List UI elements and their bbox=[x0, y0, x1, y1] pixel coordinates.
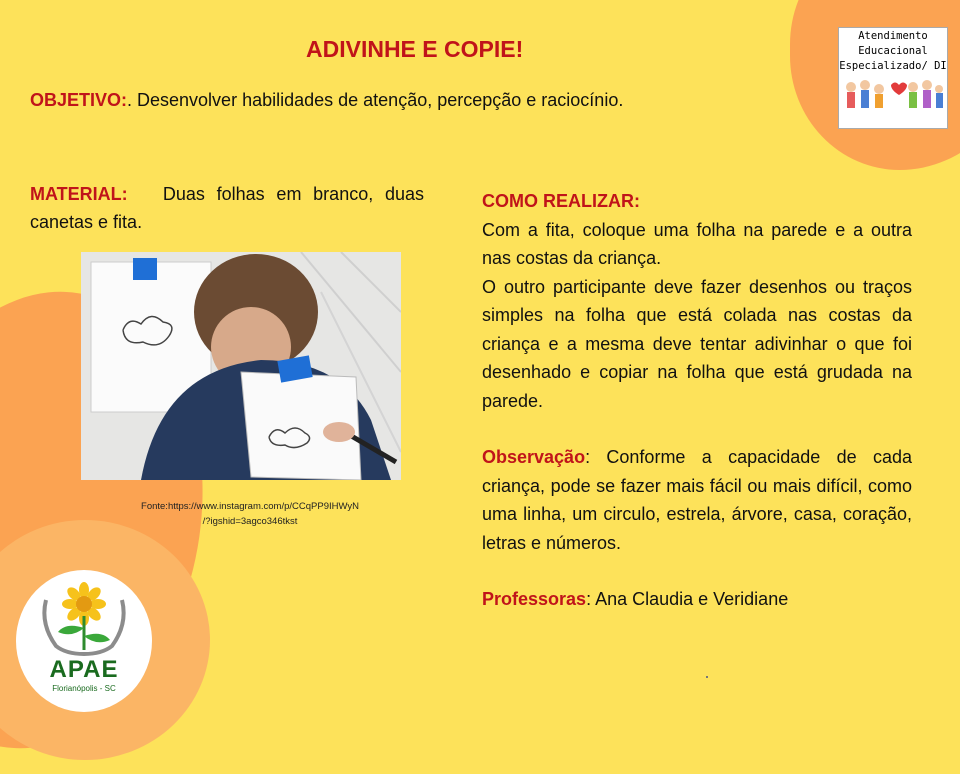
material-body: Duas folhas em branco, duas canetas e fita. bbox=[30, 184, 424, 232]
instructions-column bbox=[482, 187, 912, 614]
children-group-icon bbox=[841, 73, 945, 123]
teachers-body: : Ana Claudia e Veridiane bbox=[586, 589, 789, 609]
source-line-2: /?igshid=3agco346tkst bbox=[202, 516, 298, 527]
badge-line-3: Especializado/ DI bbox=[839, 60, 947, 72]
activity-photo bbox=[81, 252, 401, 480]
source-line-1: Fonte:https://www.instagram.com/p/CCqPP9IHWyN bbox=[141, 501, 359, 512]
decorative-dot bbox=[706, 676, 708, 678]
how-to-label: COMO REALIZAR: bbox=[482, 191, 640, 211]
photo-source-caption bbox=[100, 499, 400, 529]
page-title: ADIVINHE E COPIE! bbox=[306, 36, 524, 62]
aee-badge bbox=[838, 27, 948, 129]
objective-body: . Desenvolver habilidades de atenção, percepção e raciocínio. bbox=[127, 90, 624, 110]
apae-logo-city: Florianópolis - SC bbox=[52, 684, 116, 693]
objective-label: OBJETIVO: bbox=[30, 90, 128, 110]
material-text bbox=[30, 180, 424, 236]
teachers-text bbox=[482, 585, 912, 614]
sunflower-hands-icon bbox=[16, 570, 152, 660]
badge-line-1: Atendimento bbox=[858, 30, 928, 42]
apae-logo-text: APAE bbox=[49, 656, 119, 683]
apae-logo bbox=[16, 570, 152, 712]
how-to-paragraph-1: Com a fita, coloque uma folha na parede e a outra nas costas da criança. bbox=[482, 219, 912, 268]
observation-body: : Conforme a capacidade de cada criança, pode se fazer mais fácil ou mais difícil, como uma linha, um circulo, estrela, árvore, casa, coração, letras e números. bbox=[482, 447, 912, 553]
teachers-label: Professoras bbox=[482, 589, 587, 609]
child-drawing-photo-illustration bbox=[81, 252, 401, 480]
observation-text bbox=[482, 443, 912, 557]
how-to-paragraph-2: O outro participante deve fazer desenhos ou traços simples na folha que está colada nas costas da criança e a mesma deve tentar adivinhar o que foi desenhado e copiar na folha que está grudada na parede. bbox=[482, 276, 912, 411]
badge-line-2: Educacional bbox=[858, 45, 928, 57]
material-label: MATERIAL: bbox=[30, 184, 128, 204]
objective-text bbox=[30, 90, 623, 111]
observation-label: Observação bbox=[482, 447, 586, 467]
